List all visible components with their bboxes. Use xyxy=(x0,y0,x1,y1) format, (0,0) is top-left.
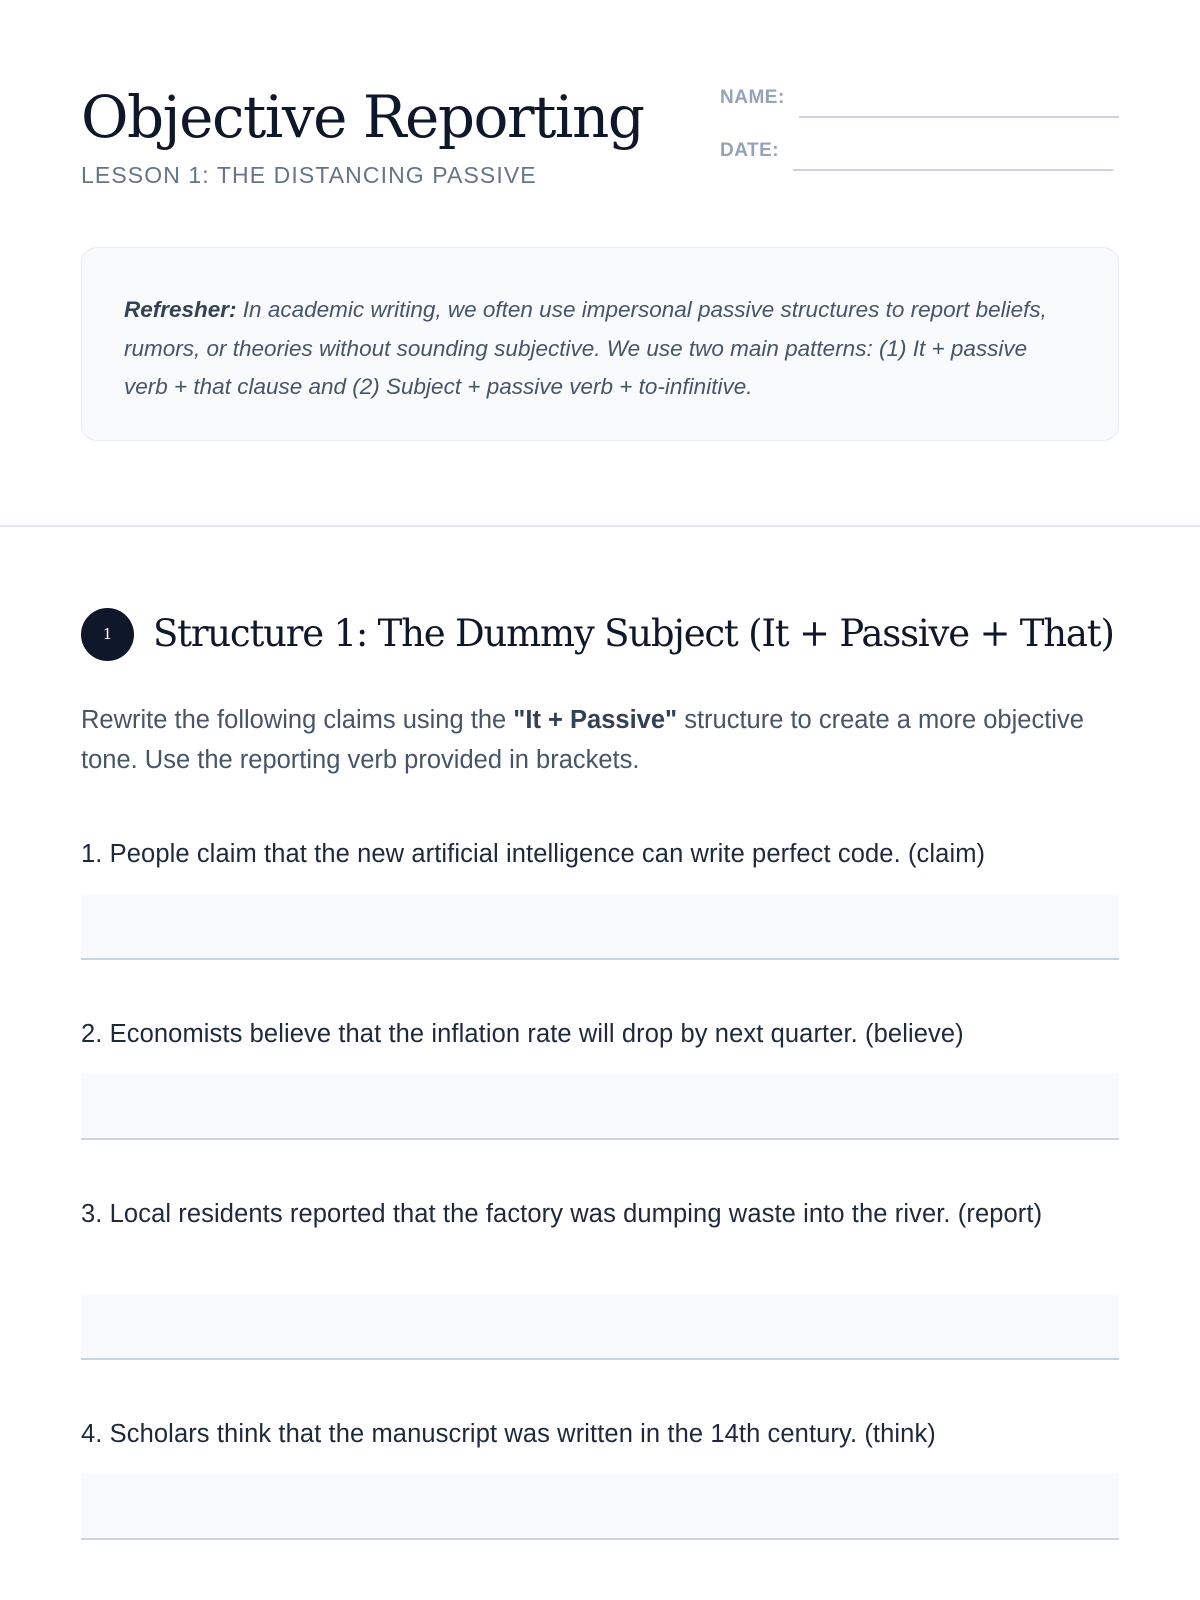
date-field xyxy=(720,139,1113,163)
date-input-line[interactable] xyxy=(793,145,1113,171)
section-number-badge: 1 xyxy=(81,608,134,661)
section-divider xyxy=(0,525,1200,527)
section-instructions xyxy=(81,700,1141,780)
lesson-subtitle: LESSON 1: THE DISTANCING PASSIVE xyxy=(81,162,537,188)
question-4: 4. Scholars think that the manuscript was written in the 14th century. (think) xyxy=(81,1420,936,1448)
answer-field-1[interactable] xyxy=(81,894,1119,960)
question-1: 1. People claim that the new artificial intelligence can write perfect code. (claim) xyxy=(81,840,986,868)
refresher-text: In academic writing, we often use impersonal passive structures to report beliefs, rumors, or theories without sounding subjective. We use two main patterns: (1) It + passive verb + that clause and (2) Subject + passive verb + to-infinitive. xyxy=(124,297,1047,399)
question-2: 2. Economists believe that the inflation rate will drop by next quarter. (believe) xyxy=(81,1020,964,1048)
answer-field-3[interactable] xyxy=(81,1294,1119,1360)
instructions-text-start: Rewrite the following claims using the xyxy=(81,706,514,734)
refresher-label: Refresher: xyxy=(124,297,237,322)
refresher-box xyxy=(81,247,1119,441)
answer-field-4[interactable] xyxy=(81,1474,1119,1540)
section-title: Structure 1: The Dummy Subject (It + Passive + That) xyxy=(153,612,1114,655)
question-3: 3. Local residents reported that the factory was dumping waste into the river. (report) xyxy=(81,1200,1043,1228)
page-title: Objective Reporting xyxy=(81,83,644,151)
instructions-emphasis: "It + Passive" xyxy=(513,706,678,734)
date-label: DATE: xyxy=(720,140,780,161)
instructions-text-end: structure to create a more objective tone. Use the reporting verb provided in brackets. xyxy=(81,706,1084,774)
name-input-line[interactable] xyxy=(799,92,1119,118)
answer-field-2[interactable] xyxy=(81,1074,1119,1140)
name-label: NAME: xyxy=(720,87,785,108)
name-field xyxy=(720,86,1119,110)
